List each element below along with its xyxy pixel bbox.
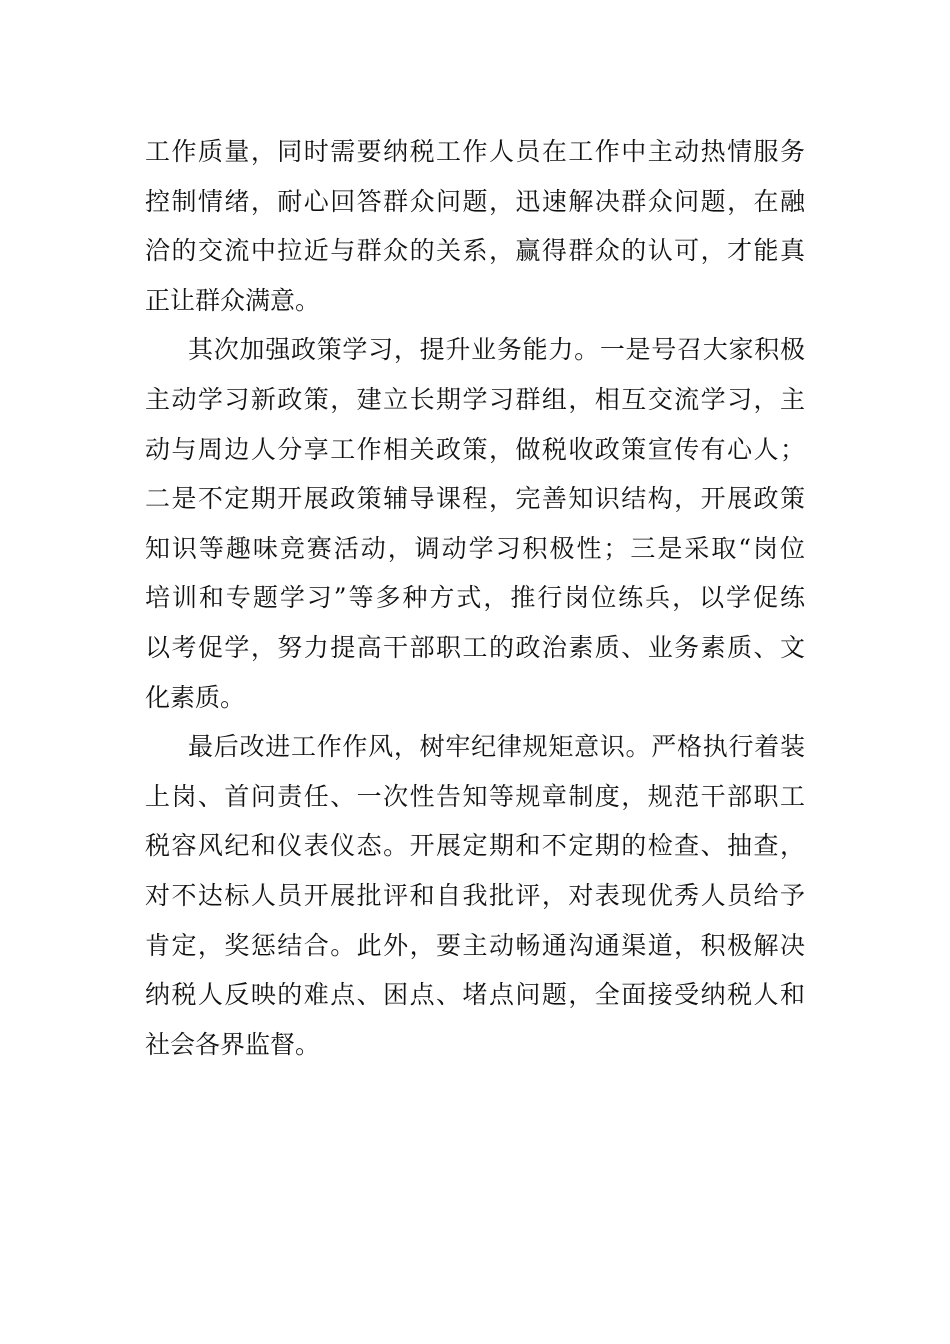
text-line: 培训和专题学习”等多种方式，推行岗位练兵，以学促练 — [145, 583, 805, 613]
document-body — [145, 127, 805, 1069]
text-line: 化素质。 — [145, 682, 246, 712]
text-line: 以考促学，努力提高干部职工的政治素质、业务素质、文 — [145, 632, 805, 662]
text-line: 动与周边人分享工作相关政策，做税收政策宣传有心人； — [145, 434, 805, 464]
text-line: 社会各界监督。 — [145, 1029, 321, 1059]
text-line: 最后改进工作作风，树牢纪律规矩意识。严格执行着装 — [188, 732, 805, 762]
paragraph-2 — [145, 325, 805, 722]
text-line: 知识等趣味竞赛活动，调动学习积极性；三是采取“岗位 — [145, 533, 805, 563]
text-line: 洽的交流中拉近与群众的关系，赢得群众的认可，才能真 — [145, 236, 805, 266]
text-line: 税容风纪和仪表仪态。开展定期和不定期的检查、抽查， — [145, 831, 805, 861]
text-line: 二是不定期开展政策辅导课程，完善知识结构，开展政策 — [145, 484, 805, 514]
text-line: 主动学习新政策，建立长期学习群组，相互交流学习，主 — [145, 384, 805, 414]
paragraph-1 — [145, 127, 805, 325]
text-line: 上岗、首问责任、一次性告知等规章制度，规范干部职工 — [145, 781, 805, 811]
text-line: 正让群众满意。 — [145, 285, 321, 315]
text-line: 控制情绪，耐心回答群众问题，迅速解决群众问题，在融 — [145, 186, 805, 216]
text-line: 工作质量，同时需要纳税工作人员在工作中主动热情服务 — [145, 137, 805, 166]
text-line: 其次加强政策学习，提升业务能力。一是号召大家积极 — [188, 335, 805, 365]
paragraph-3 — [145, 722, 805, 1069]
text-line: 肯定，奖惩结合。此外，要主动畅通沟通渠道，积极解决 — [145, 930, 805, 960]
text-line: 纳税人反映的难点、困点、堵点问题，全面接受纳税人和 — [145, 980, 805, 1010]
text-line: 对不达标人员开展批评和自我批评，对表现优秀人员给予 — [145, 880, 805, 910]
